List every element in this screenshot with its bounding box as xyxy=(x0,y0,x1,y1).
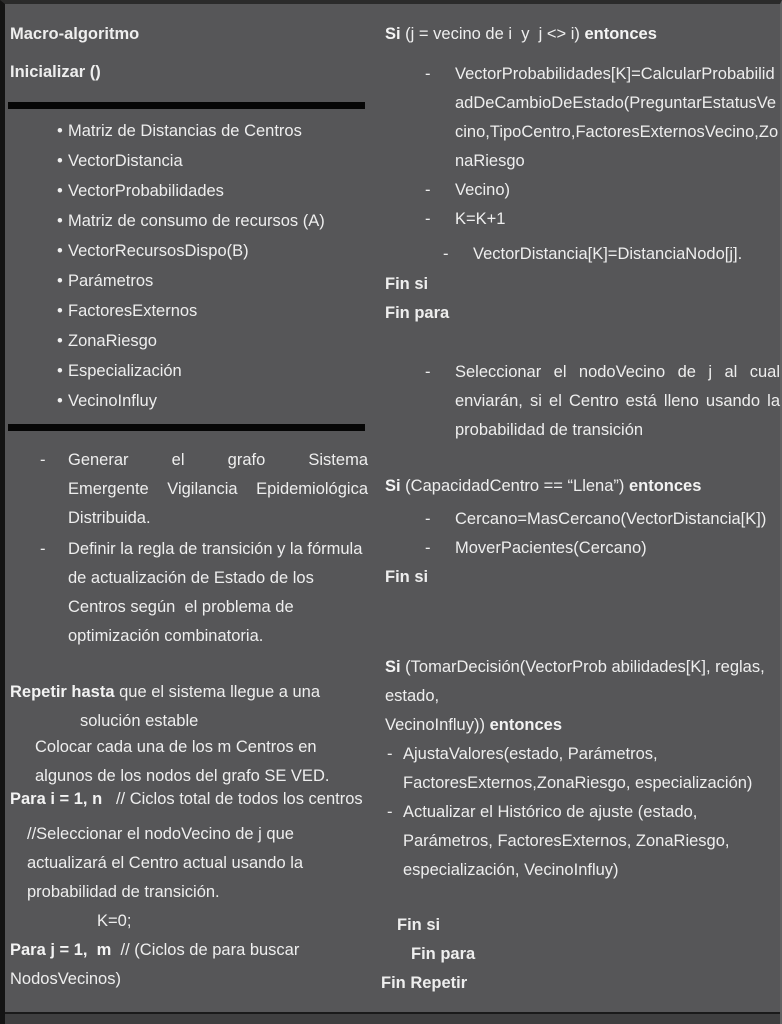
list-item xyxy=(10,176,380,206)
stable-solution-line: solución estable xyxy=(80,712,199,730)
bullet-text: VectorDistancia xyxy=(68,152,183,170)
nearest-center-step xyxy=(385,505,782,534)
end-repeat-line: Fin Repetir xyxy=(381,974,468,992)
keyword-entonces: entonces xyxy=(584,25,657,43)
dash-icon: - xyxy=(425,510,431,528)
list-item xyxy=(10,326,380,356)
keyword-si: Si xyxy=(385,658,401,676)
for-j-comment: // (Ciclos de para buscar NodosVecinos) xyxy=(10,941,300,988)
dash-icon: - xyxy=(387,803,393,821)
bullet-icon: • xyxy=(57,332,63,350)
step-text: Definir la regla de transición y la fórmula de actualización de Estado de los Centros según el problema de optimización combinatoria. xyxy=(68,540,363,645)
divider-bar-top xyxy=(8,102,365,109)
dash-icon: - xyxy=(40,451,46,469)
end-if-line: Fin si xyxy=(385,275,429,293)
step-text xyxy=(68,446,368,533)
keyword-entonces: entonces xyxy=(628,477,702,495)
dash-icon: - xyxy=(425,65,431,83)
divider-bar-bottom xyxy=(8,424,365,431)
bullet-text: Matriz de Distancias de Centros xyxy=(68,122,302,140)
end-for-line: Fin para xyxy=(411,945,476,963)
bullet-icon: • xyxy=(57,302,63,320)
bullet-text: Parámetros xyxy=(68,272,154,290)
keyword-para-j: Para j = 1, m xyxy=(10,941,112,959)
step-text: VectorDistancia[K]=DistanciaNodo[j]. xyxy=(473,245,743,263)
if-decision-block xyxy=(385,653,782,740)
step-text: MoverPacientes(Cercano) xyxy=(455,539,647,557)
bullet-text: Especialización xyxy=(68,362,182,380)
if-condition: (TomarDecisión(VectorProb abilidades[K], reglas, xyxy=(400,658,765,676)
list-item xyxy=(10,266,380,296)
bullet-text: VectorProbabilidades xyxy=(68,182,224,200)
step-text: Seleccionar el nodoVecino de j al cual enviarán, si el Centro está lleno usando la probabilidad de transición xyxy=(455,363,780,439)
bottom-edge-strip xyxy=(5,1012,780,1024)
if-decision-line xyxy=(385,653,782,682)
list-item xyxy=(10,296,380,326)
list-item xyxy=(10,236,380,266)
initialization-bullet-list xyxy=(10,116,380,416)
repeat-condition: que el sistema llegue a una xyxy=(114,683,321,701)
keyword-para-i: Para i = 1, n xyxy=(10,790,103,808)
step-line: Generar el grafo Sistema xyxy=(68,451,368,469)
bullet-icon: • xyxy=(57,392,63,410)
bullet-text: FactoresExternos xyxy=(68,302,198,320)
if-capacity-line xyxy=(385,472,782,501)
dash-icon: - xyxy=(387,745,393,763)
list-item xyxy=(10,116,380,146)
dash-icon: - xyxy=(425,181,431,199)
bullet-icon: • xyxy=(57,242,63,260)
list-item xyxy=(10,386,380,416)
generate-graph-step xyxy=(10,446,380,533)
step-line: Emergente Vigilancia Epidemiológica xyxy=(68,480,368,498)
keyword-si: Si xyxy=(385,477,401,495)
bullet-text: Matriz de consumo de recursos (A) xyxy=(68,212,325,230)
step-text: Actualizar el Histórico de ajuste (estado, Parámetros, FactoresExternos, ZonaRiesgo, especialización, VecinoInfluy) xyxy=(403,803,730,879)
if-condition: (j = vecino de i y j <> i) xyxy=(400,25,585,43)
initialize-heading: Inicializar () xyxy=(10,63,101,81)
end-if-line: Fin si xyxy=(385,568,429,586)
place-centers-line: Colocar cada una de los m Centros en algunos de los nodos del grafo SE VED. xyxy=(35,738,330,785)
list-item xyxy=(10,206,380,236)
update-history-step xyxy=(385,798,782,885)
repeat-until-line xyxy=(10,678,380,707)
bullet-icon: • xyxy=(57,152,63,170)
if-condition-continued: estado, xyxy=(385,687,440,705)
dash-icon: - xyxy=(425,210,431,228)
bullet-icon: • xyxy=(57,182,63,200)
right-column xyxy=(381,4,782,998)
vecino-step xyxy=(385,176,782,205)
if-condition-end xyxy=(385,711,782,740)
macro-algorithm-title: Macro-algoritmo xyxy=(10,25,140,43)
keyword-entonces: entonces xyxy=(489,716,562,734)
move-patients-step xyxy=(385,534,782,563)
end-for-line: Fin para xyxy=(385,304,450,322)
keyword-si: Si xyxy=(385,25,401,43)
vector-distance-step xyxy=(385,240,782,269)
end-if-line: Fin si xyxy=(397,916,441,934)
keyword-repetir: Repetir hasta xyxy=(10,683,115,701)
select-node-step xyxy=(385,358,782,445)
bullet-text: VectorRecursosDispo(B) xyxy=(68,242,249,260)
bullet-text: ZonaRiesgo xyxy=(68,332,157,350)
bullet-icon: • xyxy=(57,122,63,140)
define-rule-step xyxy=(10,535,380,651)
k-init-line: K=0; xyxy=(97,912,132,930)
dash-icon: - xyxy=(443,245,449,263)
k-increment-step xyxy=(385,205,782,234)
if-condition-tail: VecinoInfluy)) xyxy=(385,716,490,734)
bullet-icon: • xyxy=(57,212,63,230)
list-item xyxy=(10,146,380,176)
step-text: VectorProbabilidades[K]=CalcularProbabilidadDeCambioDeEstado(PreguntarEstatusVecino,TipoCentro,FactoresExternosVecino,ZonaRiesgo xyxy=(455,65,779,170)
step-text: AjustaValores(estado, Parámetros, FactoresExternos,ZonaRiesgo, especialización) xyxy=(403,745,753,792)
for-j-loop-line xyxy=(10,936,380,994)
step-text: Vecino) xyxy=(455,181,511,199)
for-i-comment: // Ciclos total de todos los centros xyxy=(102,790,363,808)
list-item xyxy=(10,356,380,386)
bullet-icon: • xyxy=(57,272,63,290)
step-line: Distribuida. xyxy=(68,509,151,527)
bullet-text: VecinoInfluy xyxy=(68,392,157,410)
vector-probabilities-step xyxy=(385,60,782,176)
bullet-icon: • xyxy=(57,362,63,380)
step-text: Cercano=MasCercano(VectorDistancia[K]) xyxy=(455,510,767,528)
if-condition: (CapacidadCentro == “Llena”) xyxy=(400,477,629,495)
left-column xyxy=(10,4,380,994)
step-text: K=K+1 xyxy=(455,210,506,228)
adjust-values-step xyxy=(385,740,782,798)
dash-icon: - xyxy=(40,540,46,558)
dash-icon: - xyxy=(425,539,431,557)
if-neighbor-line xyxy=(385,20,782,49)
select-neighbor-comment: //Seleccionar el nodoVecino de j que actualizará el Centro actual usando la probabilidad de transición. xyxy=(27,825,304,901)
for-i-loop-line xyxy=(10,785,380,814)
dash-icon: - xyxy=(425,363,431,381)
